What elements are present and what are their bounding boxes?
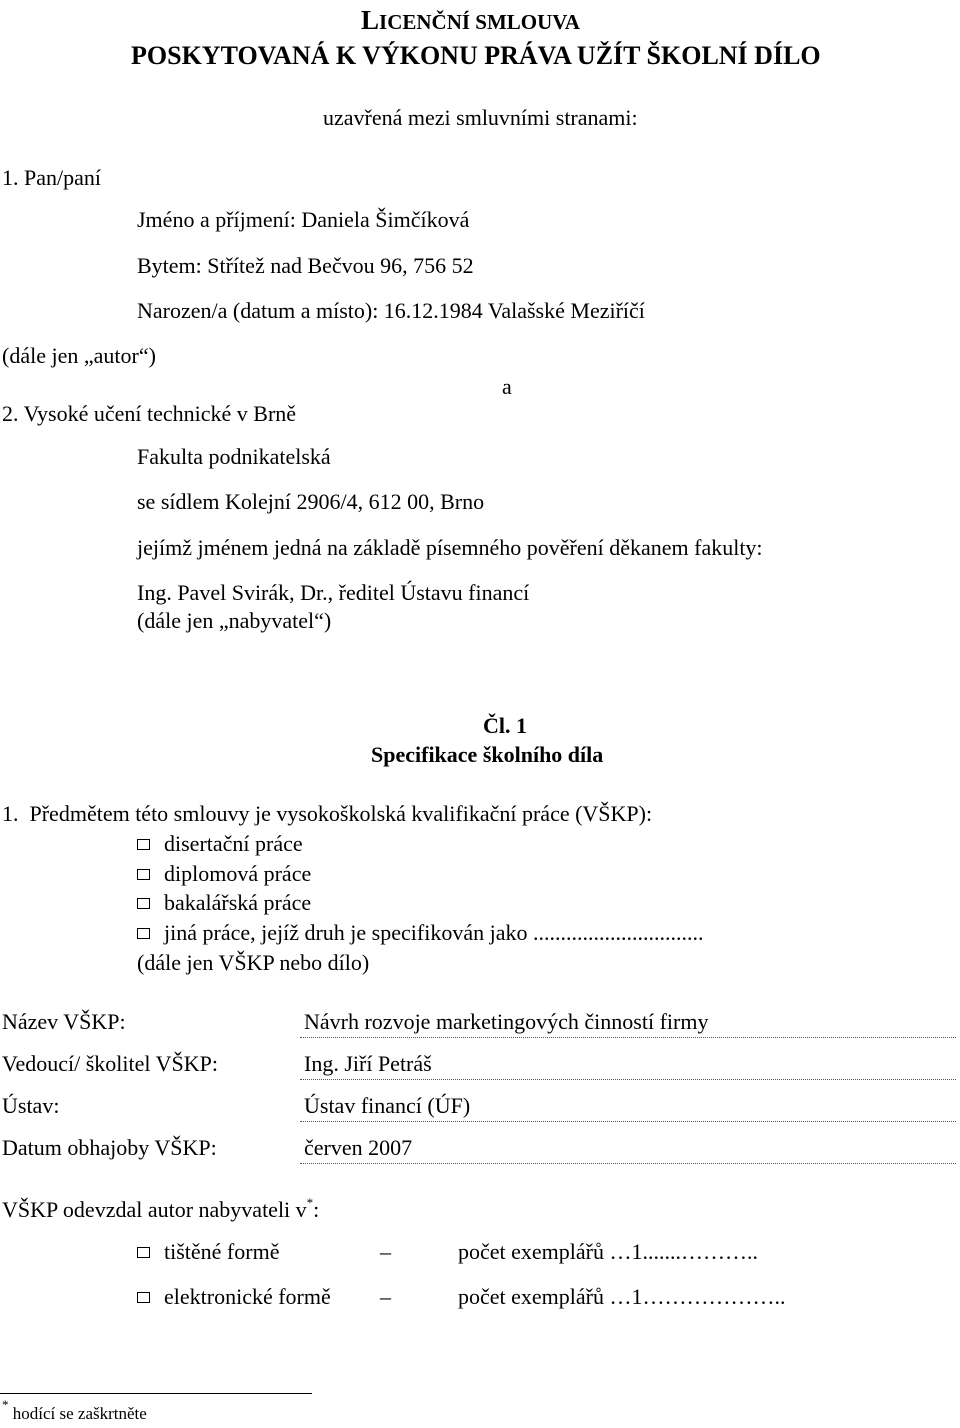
party1-name: Jméno a příjmení: Daniela Šimčíková [137, 207, 470, 232]
party2-person: Ing. Pavel Svirák, Dr., ředitel Ústavu financí [137, 580, 530, 605]
article-alias: (dále jen VŠKP nebo dílo) [137, 950, 370, 975]
detail-defense-dotline [300, 1163, 956, 1164]
title-line-1: LICENČNÍ SMLOUVA [361, 5, 580, 35]
party1-alias: (dále jen „autor“) [2, 343, 156, 368]
checkbox[interactable] [137, 928, 150, 939]
checkbox[interactable] [137, 1247, 150, 1258]
title-line-2: POSKYTOVANÁ K VÝKONU PRÁVA UŽÍT ŠKOLNÍ DÍLO [131, 41, 821, 70]
delivery-row-electronic[interactable]: elektronické formě [137, 1284, 331, 1310]
article-heading: Specifikace školního díla [371, 742, 604, 767]
checkbox[interactable] [137, 839, 150, 850]
delivery-row-printed[interactable]: tištěné formě [137, 1239, 279, 1265]
footnote: * hodící se zaškrtněte [2, 1397, 147, 1423]
party2-acting: jejímž jménem jedná na základě písemného pověření děkanem fakulty: [137, 535, 763, 560]
detail-title-label: Název VŠKP: [2, 1009, 126, 1034]
footnote-separator [0, 1393, 312, 1394]
party1-heading: 1. Pan/paní [2, 165, 101, 190]
option-bachelor[interactable]: bakalářská práce [137, 890, 311, 916]
detail-supervisor-dotline [300, 1079, 956, 1080]
delivery-printed-dash: – [380, 1239, 391, 1264]
option-dissertation[interactable]: disertační práce [137, 831, 303, 857]
conjunction: a [502, 374, 512, 399]
delivery-electronic-count: počet exemplářů …1……………….. [458, 1284, 786, 1309]
party1-birth: Narozen/a (datum a místo): 16.12.1984 Valašské Meziříčí [137, 298, 645, 323]
detail-title-value: Návrh rozvoje marketingových činností firmy [304, 1009, 709, 1034]
article-number: Čl. 1 [483, 713, 527, 738]
article-subject: 1. Předmětem této smlouvy je vysokoškolská kvalifikační práce (VŠKP): [2, 801, 653, 826]
detail-title-dotline [300, 1037, 956, 1038]
detail-institute-value: Ústav financí (ÚF) [304, 1093, 471, 1118]
party2-seat: se sídlem Kolejní 2906/4, 612 00, Brno [137, 489, 485, 514]
party2-faculty: Fakulta podnikatelská [137, 444, 331, 469]
detail-supervisor-value: Ing. Jiří Petráš [304, 1051, 432, 1076]
party2-heading: 2. Vysoké učení technické v Brně [2, 401, 297, 426]
detail-supervisor-label: Vedoucí/ školitel VŠKP: [2, 1051, 218, 1076]
checkbox[interactable] [137, 1292, 150, 1303]
intro-text: uzavřená mezi smluvními stranami: [323, 105, 638, 130]
detail-defense-value: červen 2007 [304, 1135, 413, 1160]
checkbox[interactable] [137, 898, 150, 909]
party1-address: Bytem: Střítež nad Bečvou 96, 756 52 [137, 253, 474, 278]
delivery-electronic-dash: – [380, 1284, 391, 1309]
option-other[interactable]: jiná práce, jejíž druh je specifikován jako ............................... [137, 920, 703, 946]
delivery-intro: VŠKP odevzdal autor nabyvateli v*: [2, 1195, 320, 1222]
detail-defense-label: Datum obhajoby VŠKP: [2, 1135, 217, 1160]
party2-alias: (dále jen „nabyvatel“) [137, 608, 332, 633]
detail-institute-label: Ústav: [2, 1093, 60, 1118]
delivery-printed-count: počet exemplářů …1.......……….. [458, 1239, 758, 1264]
detail-institute-dotline [300, 1121, 956, 1122]
checkbox[interactable] [137, 869, 150, 880]
option-diploma[interactable]: diplomová práce [137, 861, 311, 887]
